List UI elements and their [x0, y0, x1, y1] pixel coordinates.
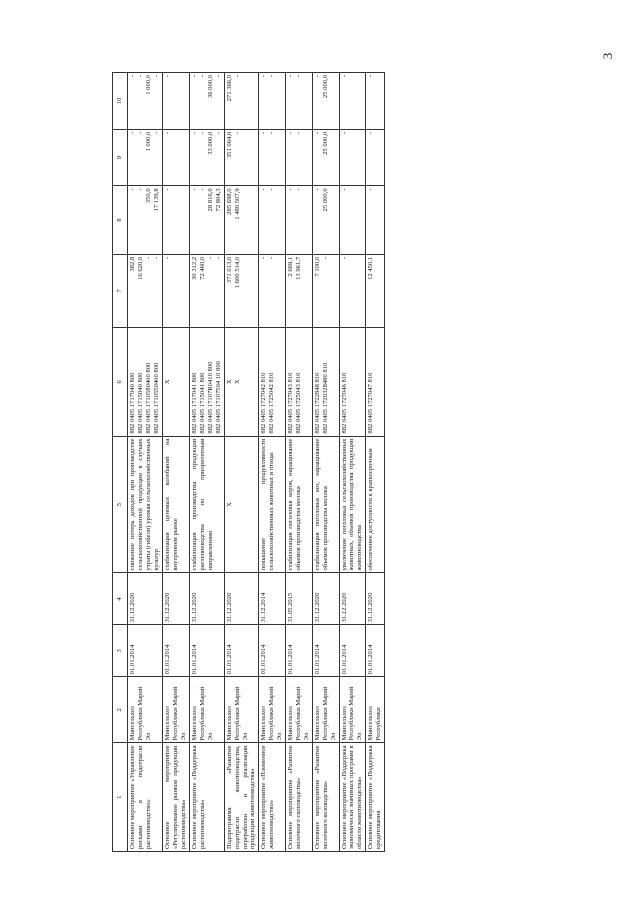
cell-c9: [189, 129, 224, 186]
page-number: 3: [600, 52, 615, 60]
cell-value: -: [153, 131, 160, 134]
column-header: 2: [113, 677, 128, 743]
cell-value: -: [129, 75, 136, 78]
cell-value: -: [137, 75, 144, 78]
column-header: 4: [113, 573, 128, 625]
cell-c4: 31.12.2020: [163, 573, 190, 625]
cell-c6: [128, 328, 163, 437]
cell-value: -: [198, 131, 206, 134]
cell-value: -: [340, 131, 348, 134]
cell-value: -: [260, 188, 268, 191]
cell-value: 882 0405 1727043 810: [287, 372, 295, 434]
cell-value: -: [287, 188, 295, 191]
cell-value: 882 0405 1710580400 800: [145, 362, 152, 434]
cell-c5: стабилизация ценовых колебаний на внутреннем рынке: [163, 436, 190, 573]
cell-c4: 31.12.2020: [189, 573, 224, 625]
cell-value: -: [313, 75, 321, 78]
cell-c4: 31.12.2020: [339, 573, 366, 625]
column-header: 3: [113, 625, 128, 677]
cell-value: 882 0405 1720328480 810: [321, 362, 329, 434]
cell-c9: [224, 129, 259, 186]
cell-value: -: [206, 256, 214, 260]
cell-c5: повышение продуктивности сельскохозяйственных животных и птицы: [259, 436, 286, 573]
cell-value: 285 698,0: [225, 188, 233, 215]
cell-c6: [189, 328, 224, 437]
cell-value: -: [164, 131, 171, 134]
cell-value: 2 669,1: [287, 256, 295, 277]
cell-c2: Минсельхоз Республики Марий Эл: [339, 677, 366, 743]
cell-c9: [312, 129, 339, 186]
cell-c8: [189, 186, 224, 254]
cell-value: 882 0405 1715041 800: [198, 372, 206, 434]
cell-value: 882 0405 1727046 810: [340, 372, 348, 434]
cell-value: -: [198, 75, 206, 78]
cell-c6: [339, 328, 366, 437]
cell-c2: Минсельхоз Республики Марий Эл: [163, 677, 190, 743]
cell-c8: [259, 186, 286, 254]
cell-value: 72 460,0: [198, 256, 206, 280]
cell-value: -: [164, 188, 171, 191]
cell-value: -: [137, 131, 144, 134]
cell-c6: [163, 328, 190, 437]
cell-value: -: [260, 75, 268, 78]
cell-value: -: [313, 131, 321, 134]
cell-c6: [259, 328, 286, 437]
cell-c2: Минсельхоз Республики Марий Эл: [286, 677, 313, 743]
cell-value: -: [198, 188, 206, 191]
cell-c4: 31.12.2020: [128, 573, 163, 625]
cell-value: -: [321, 256, 329, 260]
cell-value: -: [268, 131, 276, 134]
cell-c2: Минсельхоз Республики Марий Эл: [312, 677, 339, 743]
cell-value: 351 064,0: [225, 131, 233, 159]
table-row: [259, 73, 286, 852]
cell-value: -: [164, 75, 171, 78]
cell-value: -: [190, 131, 198, 134]
cell-c2: Минсельхоз Республики: [366, 677, 385, 743]
cell-c10: [366, 73, 385, 130]
cell-value: 350,0: [145, 188, 152, 204]
cell-c9: [366, 129, 385, 186]
cell-c4: 31.12.2020: [312, 573, 339, 625]
cell-value: 882 0405 17107504 10 800: [214, 361, 222, 434]
cell-value: -: [233, 131, 241, 134]
cell-value: -: [214, 75, 222, 78]
cell-value: -: [153, 75, 160, 78]
cell-value: 12 450,1: [367, 256, 375, 280]
cell-c5: снижение потерь доходов при производстве сельскохозяйственной продукции в случаях утраты (гибели) урожая сельскохозяйственных культур: [128, 436, 163, 573]
cell-c9: [163, 129, 190, 186]
cell-c5: стабилизация поголовья коров, наращивание объемов производства молока: [286, 436, 313, 573]
table-row: [224, 73, 259, 852]
header-row: [113, 73, 128, 852]
cell-c7: [259, 254, 286, 327]
cell-value: -: [287, 131, 295, 134]
cell-value: -: [340, 188, 348, 191]
cell-value: 882 0405 17107R0410 800: [206, 361, 214, 434]
cell-c10: [128, 73, 163, 130]
rotated-table-container: [112, 72, 612, 852]
cell-value: -: [340, 75, 348, 78]
cell-c1: Основное мероприятие «Поддержка экономически значимых программ в области животноводства»: [339, 743, 366, 852]
column-header: 8: [113, 186, 128, 254]
cell-c10: [224, 73, 259, 130]
cell-value: -: [287, 75, 295, 78]
cell-value: 382,8: [129, 256, 136, 272]
cell-c1: Основное мероприятие «Поддержка растениеводства»: [189, 743, 224, 852]
cell-c5: стабилизация поголовья коз, наращивание объемов производства молока: [312, 436, 339, 573]
table-body: [128, 73, 385, 852]
cell-value: 28 816,0: [206, 188, 214, 212]
cell-c1: Основное мероприятие «Регулирование рынков продукции растениеводства»: [163, 743, 190, 852]
cell-c10: [189, 73, 224, 130]
cell-c6: [224, 328, 259, 437]
cell-c5: стабилизация производства продукции растениеводства по приоритетным направлениям: [189, 436, 224, 573]
cell-c3: 01.01.2014: [312, 625, 339, 677]
cell-value: 17 139,8: [153, 188, 160, 212]
cell-c4: 31.12.2014: [259, 573, 286, 625]
cell-value: X: [164, 379, 171, 385]
cell-c6: [312, 328, 339, 437]
cell-value: 882 0405 1717040 800: [129, 372, 136, 434]
cell-c2: Минсельхоз Республики Марий Эл: [224, 677, 259, 743]
cell-value: 882 0405 1727042 810: [260, 372, 268, 434]
cell-value: -: [260, 256, 268, 260]
cell-value: -: [295, 188, 303, 191]
column-header: 6: [113, 328, 128, 437]
cell-c7: [286, 254, 313, 327]
cell-c6: [286, 328, 313, 437]
table-row: [163, 73, 190, 852]
table-row: [128, 73, 163, 852]
cell-c5: увеличение поголовья сельскохозяйственных животных, объемов производства продукции животноводства: [339, 436, 366, 573]
cell-value: -: [268, 75, 276, 78]
cell-value: 13 961,7: [295, 256, 303, 280]
cell-value: -: [268, 256, 276, 260]
cell-value: -: [129, 131, 136, 134]
cell-value: -: [295, 75, 303, 78]
cell-value: -: [164, 256, 171, 260]
cell-value: -: [268, 188, 276, 191]
cell-c8: [339, 186, 366, 254]
cell-value: -: [313, 188, 321, 191]
cell-value: 1 480 507,9: [233, 188, 241, 220]
cell-c7: [224, 254, 259, 327]
cell-value: -: [190, 188, 198, 191]
cell-c4: 31.12.2020: [224, 573, 259, 625]
cell-c10: [163, 73, 190, 130]
cell-c9: [128, 129, 163, 186]
cell-value: -: [367, 131, 375, 134]
cell-value: 25 000,0: [321, 188, 329, 212]
cell-c8: [366, 186, 385, 254]
cell-value: -: [233, 75, 241, 78]
cell-value: X: [233, 379, 241, 385]
cell-c7: [128, 254, 163, 327]
cell-value: 882 0405 1717041 800: [190, 372, 198, 434]
cell-value: -: [190, 75, 198, 78]
cell-c3: 01.01.2014: [163, 625, 190, 677]
cell-c7: [163, 254, 190, 327]
cell-c3: 01.01.2014: [259, 625, 286, 677]
cell-value: 33 000,0: [206, 131, 214, 155]
cell-c10: [259, 73, 286, 130]
table-row: [312, 73, 339, 852]
cell-c1: Основное мероприятие «Развитие молочного скотоводства»: [286, 743, 313, 852]
column-header: 5: [113, 436, 128, 573]
table-row: [339, 73, 366, 852]
column-header: 7: [113, 254, 128, 327]
cell-c4: 31.05.2015: [286, 573, 313, 625]
column-header: 9: [113, 129, 128, 186]
column-header: 1: [113, 743, 128, 852]
cell-c5: обеспечение доступности к краткосрочным: [366, 436, 385, 573]
cell-c8: [163, 186, 190, 254]
cell-c8: [312, 186, 339, 254]
cell-value: -: [295, 131, 303, 134]
cell-c10: [339, 73, 366, 130]
table-row: [366, 73, 385, 852]
cell-value: -: [129, 188, 136, 191]
cell-value: 1 600 514,0: [233, 256, 241, 289]
cell-c3: 01.01.2014: [189, 625, 224, 677]
cell-value: 882 0405 1710550400 800: [153, 362, 160, 434]
cell-value: 1 000,0: [145, 75, 152, 95]
cell-c9: [286, 129, 313, 186]
cell-c8: [286, 186, 313, 254]
cell-c8: [128, 186, 163, 254]
cell-value: 30 312,2: [190, 256, 198, 280]
cell-value: 882 0405 1725042 810: [268, 372, 276, 434]
cell-c5: X: [224, 436, 259, 573]
cell-c1: Подпрограмма «Развитие подотрасли животноводства, переработки и реализации продукции животноводства»: [224, 743, 259, 852]
cell-value: -: [260, 131, 268, 134]
cell-value: 882 0405 1722848 810: [313, 372, 321, 434]
cell-c3: 01.01.2014: [366, 625, 385, 677]
cell-value: 882 0405 1727047 810: [367, 372, 375, 434]
cell-c1: Основное мероприятие «Племенное животноводство»: [259, 743, 286, 852]
cell-c3: 01.01.2014: [286, 625, 313, 677]
cell-value: 7 100,0: [313, 256, 321, 277]
cell-c8: [224, 186, 259, 254]
cell-value: -: [214, 131, 222, 134]
column-header: 10: [113, 73, 128, 130]
cell-value: X: [225, 379, 233, 385]
cell-value: -: [145, 256, 152, 260]
cell-c2: Минсельхоз Республики Марий Эл: [259, 677, 286, 743]
cell-c1: Основное мероприятие «Управление рисками в подотрасли растениеводство»: [128, 743, 163, 852]
cell-c10: [286, 73, 313, 130]
table-row: [286, 73, 313, 852]
cell-c2: Минсельхоз Республики Марий Эл: [128, 677, 163, 743]
cell-value: 16 620,0: [137, 256, 144, 280]
cell-value: -: [367, 188, 375, 191]
table-row: [189, 73, 224, 852]
cell-value: 371 013,0: [225, 256, 233, 284]
cell-c4: 31.12.2020: [366, 573, 385, 625]
cell-value: 25 000,0: [321, 131, 329, 155]
budget-table: [112, 72, 385, 852]
cell-value: 1 000,0: [145, 131, 152, 152]
cell-c9: [259, 129, 286, 186]
cell-c1: Основное мероприятие «Поддержка кредитования: [366, 743, 385, 852]
cell-c7: [339, 254, 366, 327]
cell-c9: [339, 129, 366, 186]
cell-value: 36 000,0: [206, 75, 214, 99]
cell-value: 882 0405 1725043 810: [295, 372, 303, 434]
cell-value: -: [214, 256, 222, 260]
cell-c3: 01.01.2014: [128, 625, 163, 677]
cell-c7: [189, 254, 224, 327]
cell-c2: Минсельхоз Республики Марий Эл: [189, 677, 224, 743]
cell-c10: [312, 73, 339, 130]
cell-value: 882 0405 1715040 800: [137, 372, 144, 434]
cell-c1: Основное мероприятие «Развитие молочного козоводства»: [312, 743, 339, 852]
cell-value: 72 804,3: [214, 188, 222, 212]
cell-value: 25 000,0: [321, 75, 329, 99]
cell-value: -: [340, 256, 348, 260]
cell-value: -: [153, 256, 160, 260]
cell-c7: [366, 254, 385, 327]
cell-value: -: [137, 188, 144, 191]
cell-c3: 01.01.2014: [224, 625, 259, 677]
cell-value: -: [367, 75, 375, 78]
cell-value: 271 366,0: [225, 75, 233, 102]
cell-c3: 01.01.2014: [339, 625, 366, 677]
cell-c6: [366, 328, 385, 437]
cell-c7: [312, 254, 339, 327]
